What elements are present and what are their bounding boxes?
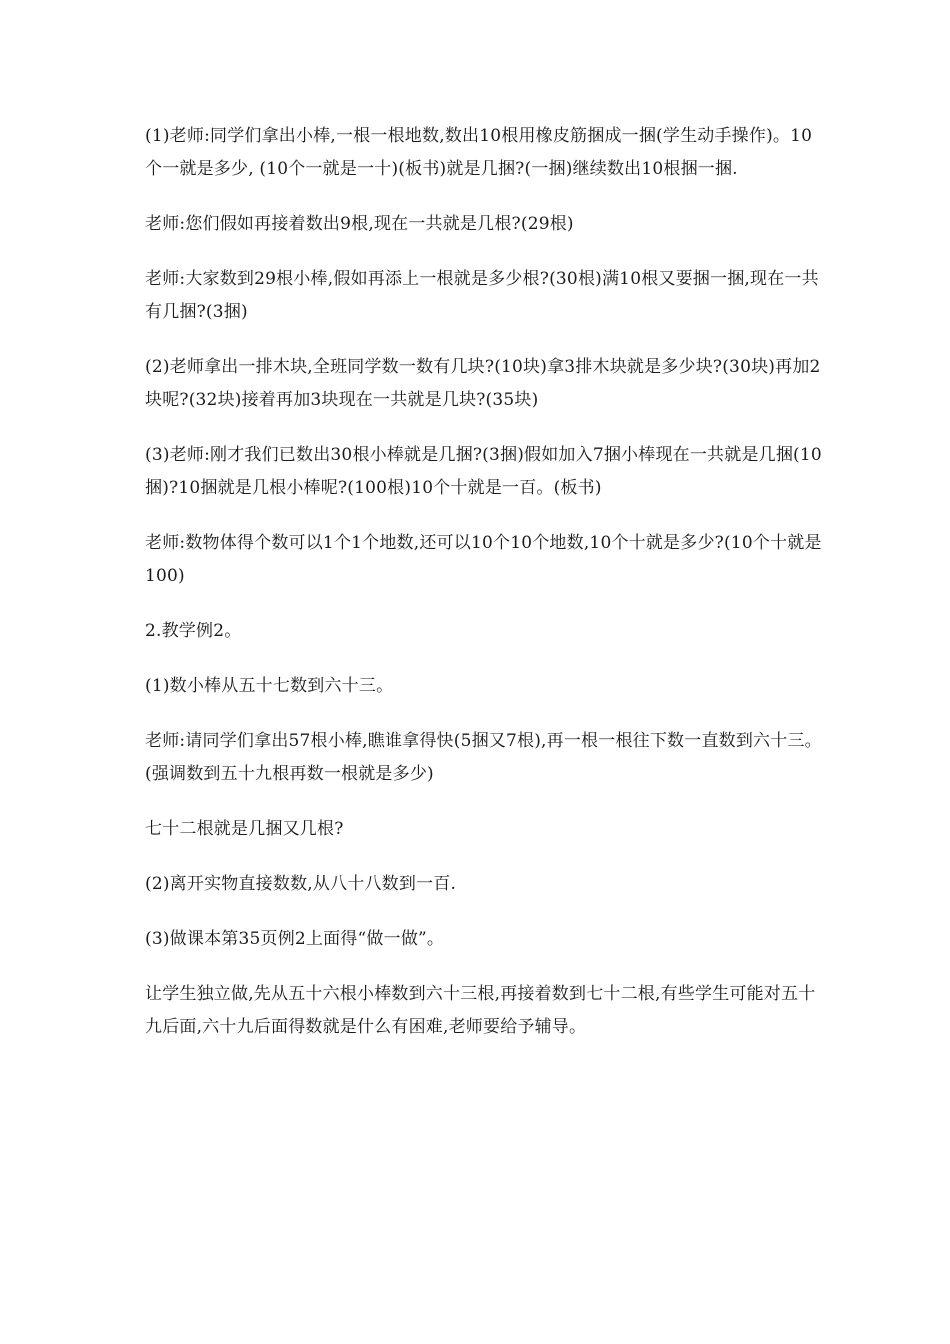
paragraph-5: (3)老师:刚才我们已数出30根小棒就是几捆?(3捆)假如加入7捆小棒现在一共就是几捆(10捆)?10捆就是几根小棒呢?(100根)10个十就是一百。(板书) — [145, 445, 822, 498]
paragraph-8: (1)数小棒从五十七数到六十三。 — [145, 676, 394, 696]
paragraph-6: 老师:数物体得个数可以1个1个地数,还可以10个10个地数,10个十就是多少?(10个十就是100) — [145, 533, 822, 586]
paragraph-13: 让学生独立做,先从五十六根小棒数到六十三根,再接着数到七十二根,有些学生可能对五十九后面,六十九后面得数就是什么有困难,老师要给予辅导。 — [145, 984, 816, 1037]
paragraph-1: (1)老师:同学们拿出小棒,一根一根地数,数出10根用橡皮筋捆成一捆(学生动手操作)。10个一就是多少, (10个一就是一十)(板书)就是几捆?(一捆)继续数出10根捆一捆. — [145, 126, 813, 179]
section-heading-example-2: 2.教学例2。 — [145, 621, 242, 641]
paragraph-11: (2)离开实物直接数数,从八十八数到一百. — [145, 874, 457, 894]
document-body — [145, 120, 825, 1066]
paragraph-9: 老师:请同学们拿出57根小棒,瞧谁拿得快(5捆又7根),再一根一根往下数一直数到六十三。(强调数到五十九根再数一根就是多少) — [145, 731, 822, 784]
paragraph-2: 老师:您们假如再接着数出9根,现在一共就是几根?(29根) — [145, 214, 574, 234]
paragraph-3: 老师:大家数到29根小棒,假如再添上一根就是多少根?(30根)满10根又要捆一捆,现在一共有几捆?(3捆) — [145, 269, 819, 322]
paragraph-12: (3)做课本第35页例2上面得“做一做”。 — [145, 929, 445, 949]
paragraph-10: 七十二根就是几捆又几根? — [145, 819, 344, 839]
paragraph-4: (2)老师拿出一排木块,全班同学数一数有几块?(10块)拿3排木块就是多少块?(30块)再加2块呢?(32块)接着再加3块现在一共就是几块?(35块) — [145, 357, 821, 410]
